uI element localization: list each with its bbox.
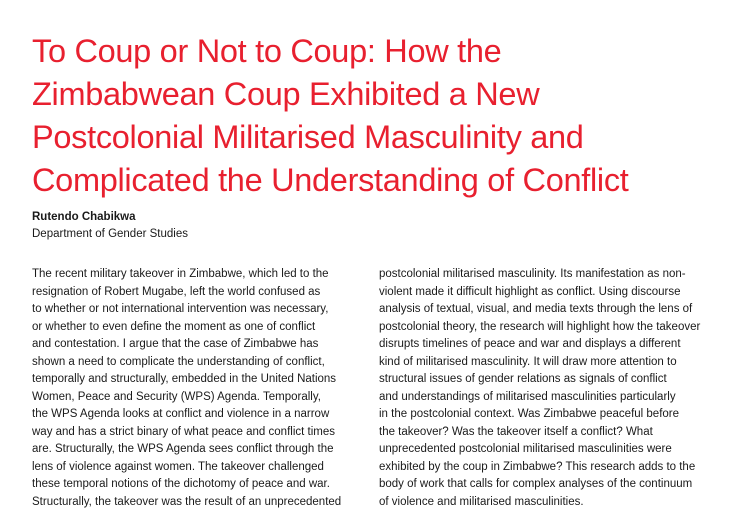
abstract-line: are. Structurally, the WPS Agenda sees conflict through the xyxy=(32,443,334,455)
abstract-line: temporally and structurally, embedded in the United Nations xyxy=(32,373,337,385)
abstract-line: unprecedented postcolonial militarised masculinities were xyxy=(379,443,672,455)
abstract-line: these temporal notions of the dichotomy of peace and war. xyxy=(32,478,330,490)
abstract-line: and contestation. I argue that the case of Zimbabwe has xyxy=(32,338,319,350)
abstract-line: Structurally, the takeover was the result of an unprecedented xyxy=(32,495,342,508)
title-line: To Coup or Not to Coup: How the xyxy=(32,33,502,69)
abstract-line: structural issues of gender relations as signals of conflict xyxy=(379,373,667,385)
title-line: Zimbabwean Coup Exhibited a New xyxy=(32,76,540,112)
abstract-line: and understandings of militarised masculinities particularly xyxy=(379,390,676,403)
abstract-line: the WPS Agenda looks at conflict and violence in a narrow xyxy=(32,408,330,420)
title-line: Complicated the Understanding of Conflict xyxy=(32,162,629,198)
abstract-line: resignation of Robert Mugabe, left the world confused as xyxy=(32,285,321,298)
abstract-column-right xyxy=(379,266,724,511)
abstract-line: disrupts timelines of peace and war and displays a different xyxy=(379,338,681,350)
abstract-line: analysis of textual, visual, and media texts through the lens of xyxy=(379,303,693,315)
abstract-line: kind of militarised masculinity. It will draw more attention to xyxy=(379,355,677,368)
abstract-line: of violence and militarised masculinities. xyxy=(379,495,584,508)
paper-title xyxy=(32,30,732,202)
abstract-line: lens of violence against women. The takeover challenged xyxy=(32,460,324,473)
author-name: Rutendo Chabikwa xyxy=(32,211,136,223)
abstract-line: shown a need to complicate the understanding of conflict, xyxy=(32,355,325,368)
abstract-line: in the postcolonial context. Was Zimbabwe peaceful before xyxy=(379,408,680,420)
abstract-line: body of work that calls for complex analyses of the continuum xyxy=(379,478,693,490)
abstract-line: The recent military takeover in Zimbabwe, which led to the xyxy=(32,268,329,280)
abstract-line: or whether to even define the moment as one of conflict xyxy=(32,320,316,333)
abstract-line: the takeover? Was the takeover itself a conflict? What xyxy=(379,425,653,438)
abstract-line: way and has a strict binary of what peace and conflict times xyxy=(32,425,335,438)
abstract-column-left xyxy=(32,266,377,511)
abstract-line: postcolonial theory, the research will highlight how the takeover xyxy=(379,320,701,333)
abstract-line: exhibited by the coup in Zimbabwe? This research adds to the xyxy=(379,460,696,473)
title-line: Postcolonial Militarised Masculinity and xyxy=(32,119,584,155)
abstract-line: Women, Peace and Security (WPS) Agenda. Temporally, xyxy=(32,390,321,403)
abstract-line: violent made it difficult highlight as conflict. Using discourse xyxy=(379,285,681,298)
author-department: Department of Gender Studies xyxy=(32,228,188,240)
abstract-line: to whether or not international intervention was necessary, xyxy=(32,303,329,315)
abstract-line: postcolonial militarised masculinity. Its manifestation as non- xyxy=(379,268,686,280)
